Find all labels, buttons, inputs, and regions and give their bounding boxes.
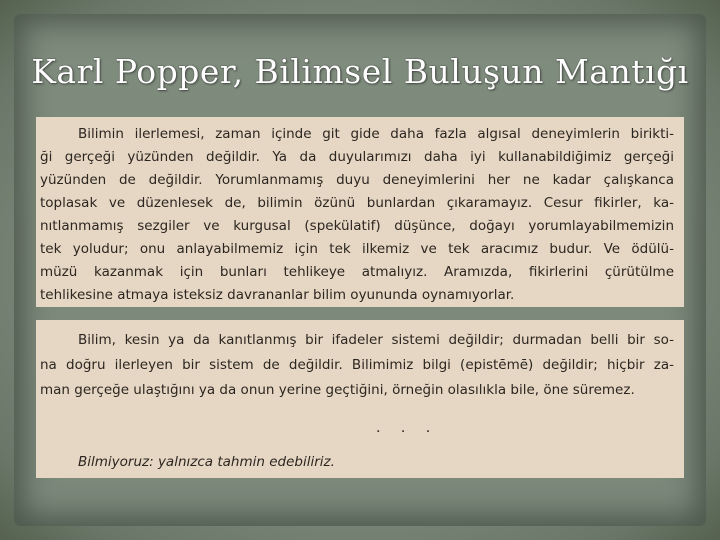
ellipsis: . . . xyxy=(376,420,439,436)
quote-line: ği gerçeği yüzünden değildir. Ya da duyularımızı daha iyi kullanabildiğimiz gerçeği xyxy=(40,149,674,165)
quote-line: Bilim, kesin ya da kanıtlanmış bir ifadeler sistemi değildir; durmadan belli bir so- xyxy=(78,332,674,348)
quote-panel-1 xyxy=(36,117,684,307)
quote-line: müzü kazanmak için bunları tehlikeye atmalıyız. Aramızda, fikirlerini çürütülme xyxy=(40,264,674,280)
quote-line: yüzünden de değildir. Yorumlanmamış duyu deneyimlerini her ne kadar çalışkanca xyxy=(40,172,674,188)
quote-line: toplasak ve düzenlesek de, bilimin özünü bunlardan çıkaramayız. Cesur fikirler, ka- xyxy=(40,195,674,211)
closing-line: Bilmiyoruz: yalnızca tahmin edebiliriz. xyxy=(78,454,335,470)
quote-line: tek yoludur; onu anlayabilmemiz için tek ilkemiz ve tek aracımız budur. Ve ödülü- xyxy=(40,241,674,257)
quote-line: na doğru ilerleyen bir sistem de değildir. Bilimimiz bilgi (epistēmē) değildir; hiçbir za- xyxy=(40,357,674,373)
quote-line: tehlikesine atmaya isteksiz davrananlar bilim oyununda oynamıyorlar. xyxy=(40,287,515,303)
quote-line: nıtlanmamış sezgiler ve kurgusal (spekülatif) düşünce, doğayı yorumlayabilmemizin xyxy=(40,218,674,234)
quote-line: man gerçeğe ulaştığını ya da onun yerine geçtiğini, örneğin olasılıkla bile, öne süremez. xyxy=(40,382,635,398)
quote-line: Bilimin ilerlemesi, zaman içinde git gide daha fazla algısal deneyimlerin birikti- xyxy=(78,126,674,142)
slide-title: Karl Popper, Bilimsel Buluşun Mantığı xyxy=(31,52,689,91)
quote-panel-2 xyxy=(36,320,684,478)
